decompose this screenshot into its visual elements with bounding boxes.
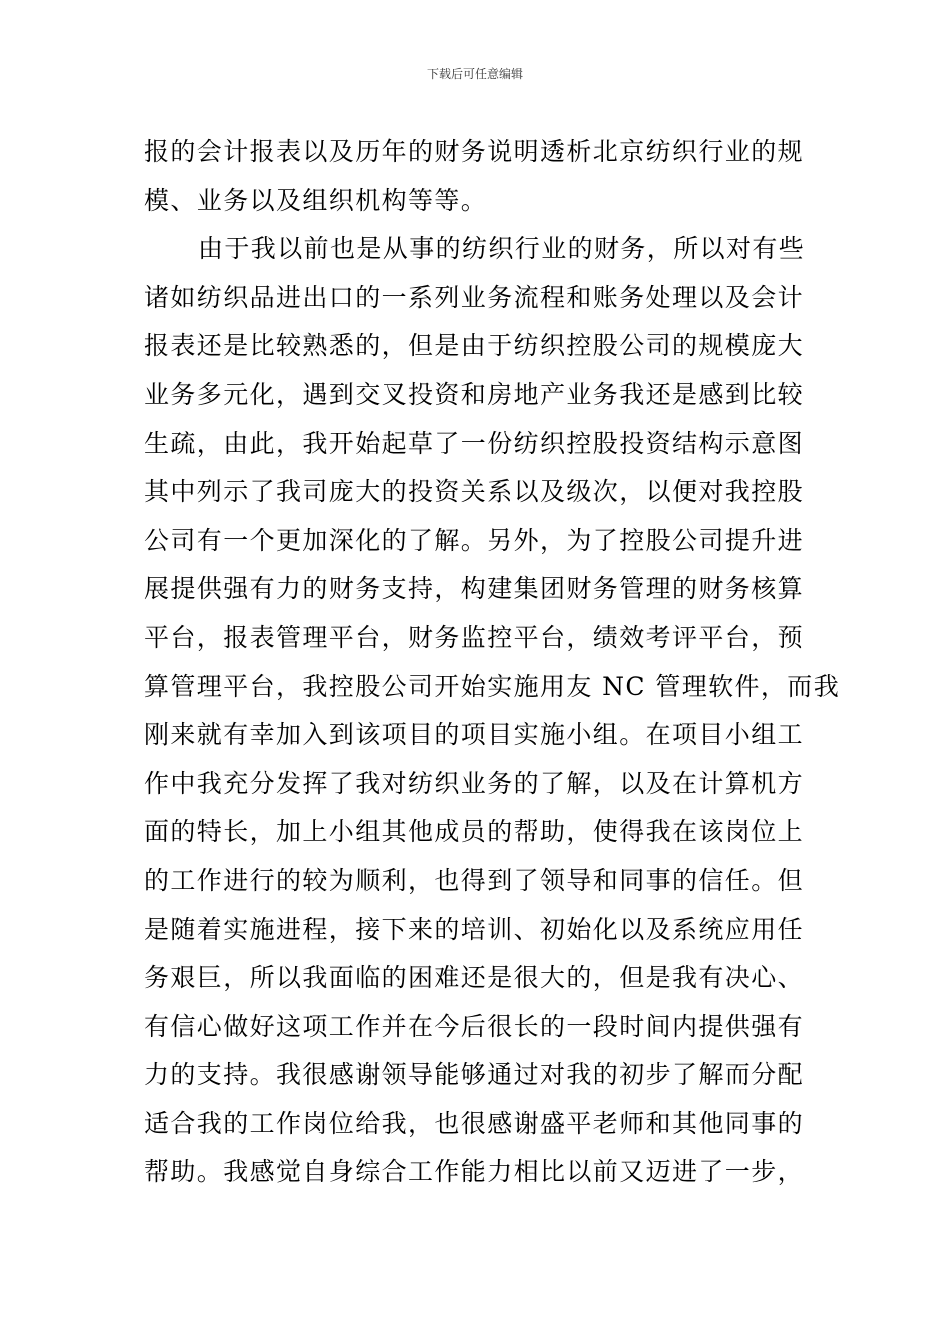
text-line: 报表还是比较熟悉的，但是由于纺织控股公司的规模庞大 [144, 331, 805, 361]
text-line: 展提供强有力的财务支持，构建集团财务管理的财务核算 [144, 574, 805, 604]
text-line: 有信心做好这项工作并在今后很长的一段时间内提供强有 [144, 1011, 805, 1041]
page-header: 下载后可任意编辑 [426, 67, 523, 81]
text-line: 帮助。我感觉自身综合工作能力相比以前又迈进了一步， [144, 1157, 805, 1187]
text-line: 适合我的工作岗位给我，也很感谢盛平老师和其他同事的 [144, 1108, 805, 1138]
text-line: 生疏，由此，我开始起草了一份纺织控股投资结构示意图 [144, 428, 805, 458]
text-line: 诸如纺织品进出口的一系列业务流程和账务处理以及会计 [144, 282, 805, 312]
text-line: 力的支持。我很感谢领导能够通过对我的初步了解而分配 [144, 1060, 805, 1090]
paragraph-start-line: 由于我以前也是从事的纺织行业的财务，所以对有些 [198, 234, 806, 264]
text-line: 算管理平台，我控股公司开始实施用友 NC 管理软件，而我 [144, 671, 841, 701]
text-line: 业务多元化，遇到交叉投资和房地产业务我还是感到比较 [144, 379, 805, 409]
text-line: 刚来就有幸加入到该项目的项目实施小组。在项目小组工 [144, 720, 805, 750]
text-line: 面的特长，加上小组其他成员的帮助，使得我在该岗位上 [144, 817, 805, 847]
text-line: 平台，报表管理平台，财务监控平台，绩效考评平台，预 [144, 622, 805, 652]
text-line: 务艰巨，所以我面临的困难还是很大的，但是我有决心、 [144, 963, 805, 993]
document-body [144, 128, 841, 1197]
text-line: 公司有一个更加深化的了解。另外，为了控股公司提升进 [144, 525, 805, 555]
text-line: 的工作进行的较为顺利，也得到了领导和同事的信任。但 [144, 865, 805, 895]
text-line: 其中列示了我司庞大的投资关系以及级次，以便对我控股 [144, 477, 805, 507]
text-line: 作中我充分发挥了我对纺织业务的了解，以及在计算机方 [144, 768, 805, 798]
text-line: 模、业务以及组织机构等等。 [144, 185, 488, 215]
text-line: 是随着实施进程，接下来的培训、初始化以及系统应用任 [144, 914, 805, 944]
text-line: 报的会计报表以及历年的财务说明透析北京纺织行业的规 [144, 137, 805, 166]
